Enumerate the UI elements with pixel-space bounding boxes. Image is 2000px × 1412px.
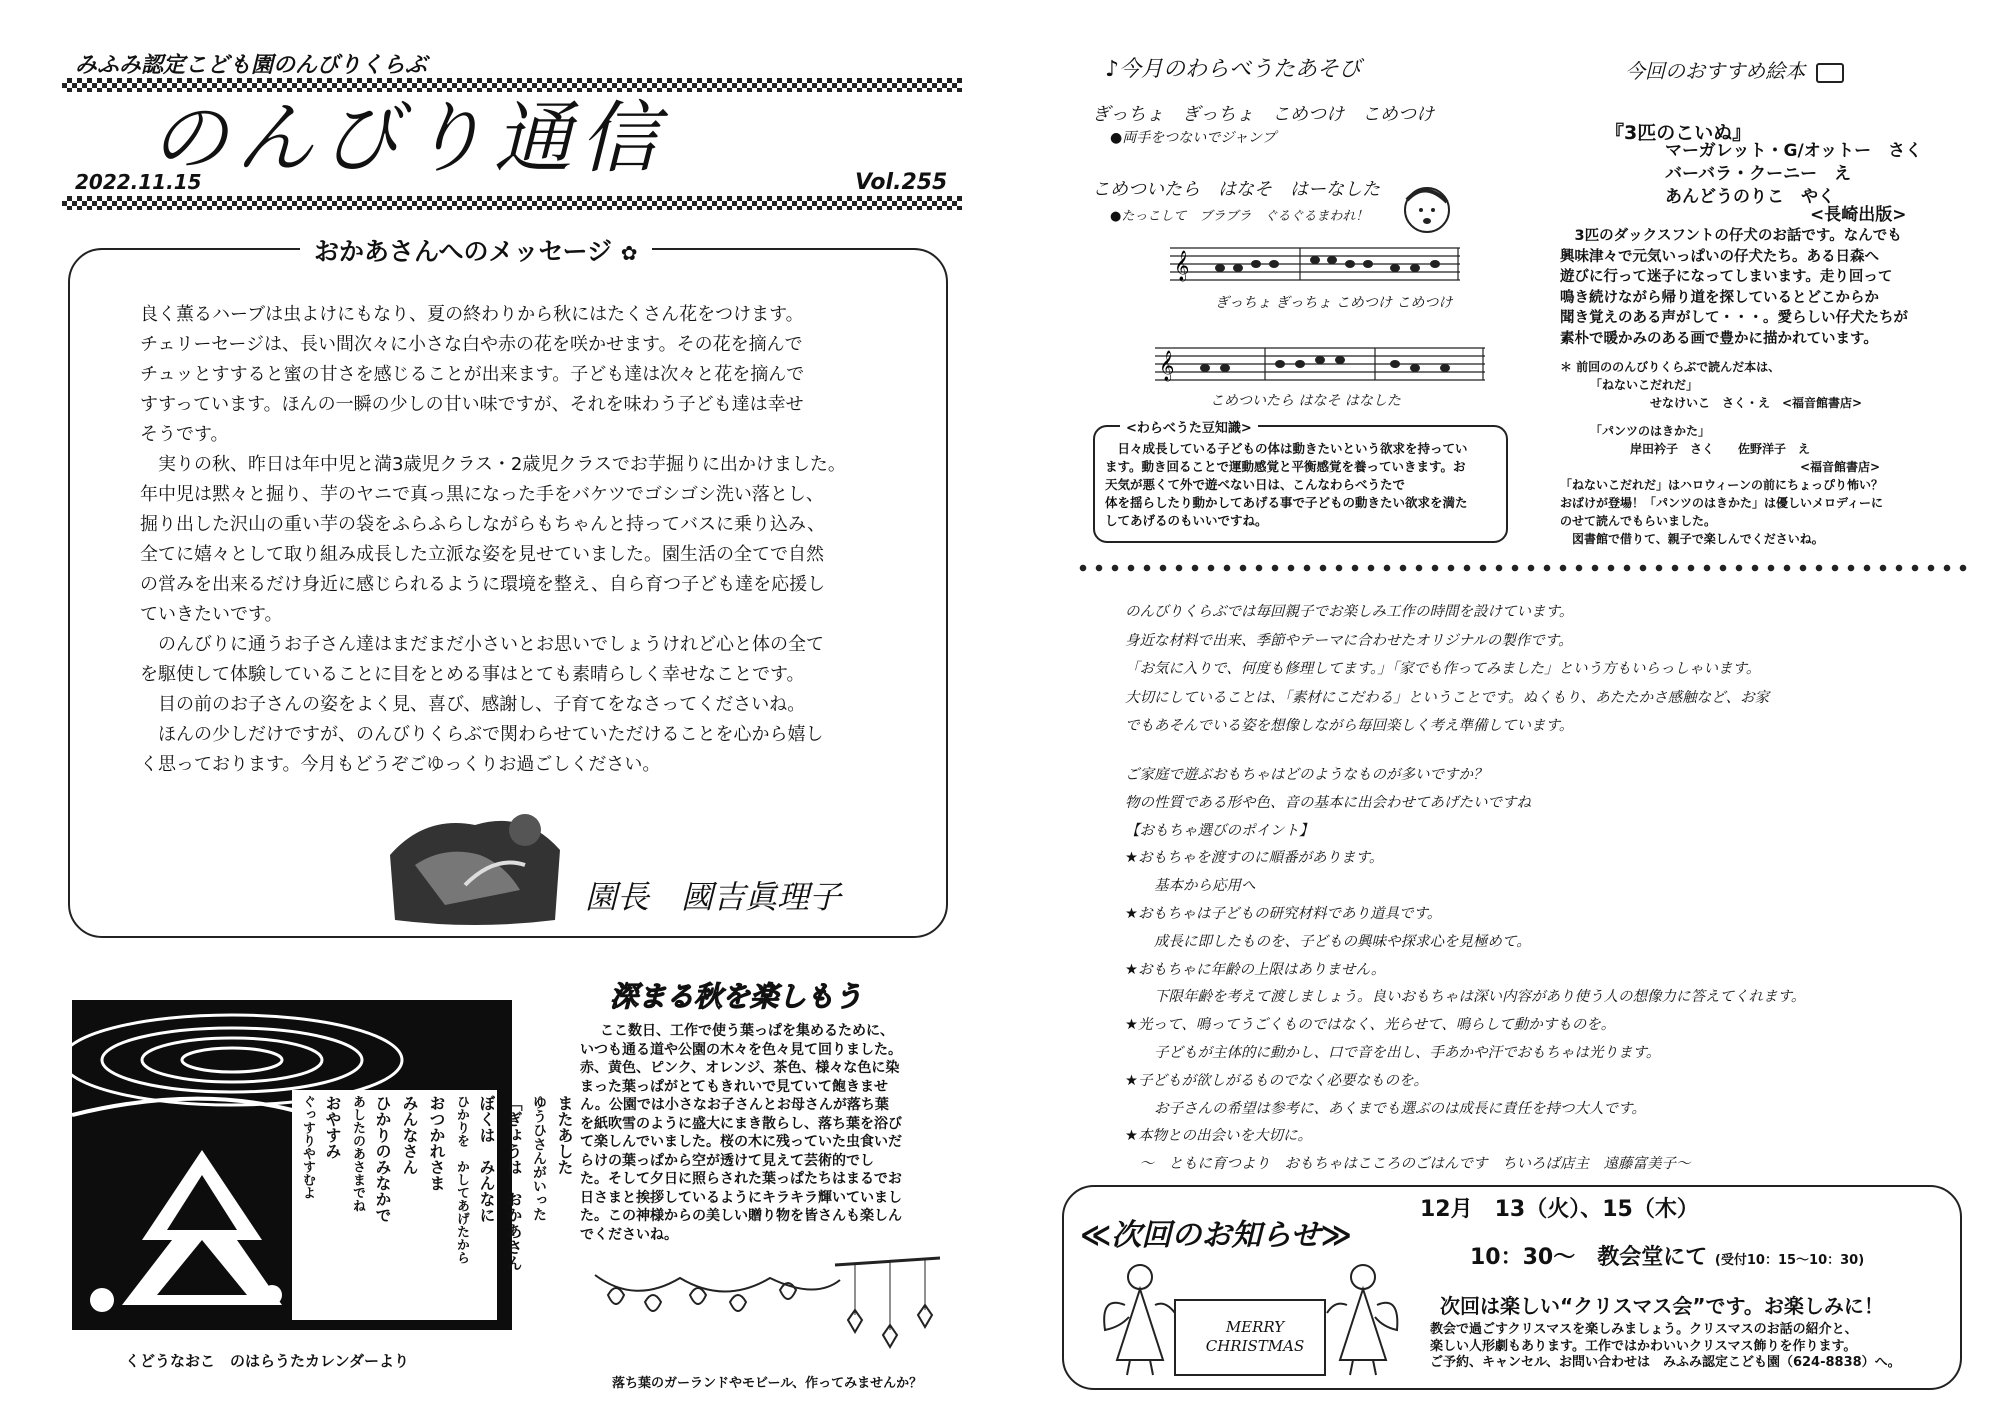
autumn-line: ここ数日、工作で使う葉っぱを集めるために、 — [600, 1023, 894, 1039]
prev-books — [1560, 358, 1883, 548]
toys-line: 物の性質である形や色、音の基本に出会わせてあげたいですね — [1125, 794, 1531, 811]
book-desc-line: 3匹のダックスフントの仔犬のお話です。なんでも — [1560, 228, 1902, 244]
notice-detail-line: 教会で過ごすクリスマスを楽しみましょう。クリスマスのお話の紹介と、 — [1430, 1322, 1858, 1337]
book-credits — [1665, 140, 1922, 209]
section-divider — [1075, 562, 1975, 574]
autumn-line: でくださいね。 — [580, 1226, 678, 1243]
message-line: チェリーセージは、長い間次々に小さな白や赤の花を咲かせます。その花を摘んで — [140, 334, 803, 355]
book-credit: マーガレット・G/オットー さく — [1665, 141, 1923, 161]
prev-comment: 図書館で借りて、親子で楽しんでくださいね。 — [1560, 532, 1824, 546]
notice-details — [1430, 1322, 1901, 1372]
book-description — [1560, 226, 1908, 349]
warabe-heading: ♪今月のわらべうたあそび — [1105, 57, 1362, 82]
book-desc-line: 鳴き続けながら帰り道を探しているとどこからか — [1560, 289, 1879, 306]
message-body — [140, 300, 930, 780]
poem-line: おやすみ — [323, 1095, 342, 1159]
autumn-caption: 落ち葉のガーランドやモビール、作ってみませんか？ — [612, 1376, 923, 1391]
flower-icon: ✿ — [620, 241, 638, 265]
svg-text:𝄞: 𝄞 — [1174, 251, 1190, 281]
message-line: く思っております。今月もどうぞごゆっくりお過ごしください。 — [140, 754, 661, 775]
autumn-line: 赤、黄色、ピンク、オレンジ、茶色、様々な色に染 — [580, 1060, 900, 1076]
music-staff-1 — [1170, 240, 1460, 288]
poem-line: ひかりを かしてあげたから — [454, 1095, 469, 1264]
leaf-garland-illustration — [590, 1250, 950, 1360]
crafts-body — [1125, 598, 1769, 741]
staff-2-lyrics: こめついたら はなそ はなした — [1210, 393, 1401, 409]
woodcut-poem — [298, 1095, 576, 1320]
poem-line: みんなさん — [400, 1095, 419, 1175]
svg-text:𝄞: 𝄞 — [1159, 351, 1175, 381]
notice-event: 次回は楽しい“クリスマス会”です。お楽しみに！ — [1440, 1294, 1884, 1318]
autumn-line: て楽しんでいました。桜の木に残っていた虫食いだ — [580, 1134, 902, 1150]
notice-title: ≪次回のお知らせ≫ — [1080, 1218, 1352, 1253]
notice-date: 12月 13（火）、15（木） — [1420, 1197, 1699, 1222]
staff-1-lyrics: ぎっちょ ぎっちょ こめつけ こめつけ — [1215, 295, 1453, 311]
singing-girl-illustration — [1395, 180, 1455, 245]
poem-line: ぐっすりやすむよ — [300, 1095, 315, 1199]
message-line: 年中児は黙々と掘り、芋のヤニで真っ黒になった手をバケツでゴシゴシ洗い落とし、 — [140, 484, 824, 505]
prev-comment: 「ねないこだれだ」はハロウィーンの前にちょっぴり怖い？ — [1560, 478, 1884, 492]
issue-volume: Vol.255 — [855, 170, 948, 195]
message-line: チュッとすすると蜜の甘さを感じることが出来ます。子ども達は次々と花を摘んで — [140, 364, 805, 385]
crafts-line: 「お気に入りで、何度も修理してます。」「家でも作ってみました」という方もいらっしゃいます。 — [1125, 661, 1761, 677]
prev-book-2-publisher: <福音館書店> — [1800, 460, 1881, 474]
warabe-action-2: ●たっこして ブラブラ ぐるぐるまわれ！ — [1110, 209, 1369, 224]
toys-line: ★本物との出会いを大切に。 — [1125, 1128, 1312, 1145]
crafts-line: 身近な材料で出来、季節やテーマに合わせたオリジナルの製作です。 — [1125, 632, 1573, 649]
prev-note: ＊ 前回ののんびりくらぶで読んだ本は、 — [1560, 360, 1781, 374]
card-line-christmas: CHRISTMAS — [1205, 1337, 1305, 1355]
book-icon — [1816, 63, 1844, 83]
message-line: 目の前のお子さんの姿をよく見、喜び、感謝し、子育てをなさってくださいね。 — [140, 694, 806, 715]
crafts-line: でもあそんでいる姿を想像しながら毎回楽しく考え準備しています。 — [1125, 718, 1574, 734]
trivia-line: してあげるのもいいですね。 — [1105, 513, 1268, 528]
notice-detail-line: 楽しい人形劇もあります。工作ではかわいいクリスマス飾りを作ります。 — [1430, 1338, 1857, 1354]
trivia-body — [1105, 440, 1468, 530]
toys-line: ★おもちゃを渡すのに順番があります。 — [1125, 850, 1384, 867]
christmas-card-text — [1180, 1318, 1330, 1356]
message-heading-text: おかあさんへのメッセージ — [314, 237, 613, 266]
book-publisher: <長崎出版> — [1810, 205, 1907, 225]
poem-line: おつかれさま — [427, 1095, 446, 1191]
autumn-title: 深まる秋を楽しもう — [610, 980, 863, 1013]
book-heading-text: 今回のおすすめ絵本 — [1625, 59, 1806, 83]
message-heading — [300, 232, 652, 268]
toys-line: 下限年齢を考えて渡しましょう。良いおもちゃは深い内容があり使う人の想像力に答えてくれます。 — [1125, 989, 1806, 1006]
header-strip-bottom — [62, 196, 962, 210]
notice-time-text: 10：30～ 教会堂にて — [1470, 1245, 1708, 1270]
message-line: すすっています。ほんの一瞬の少しの甘い味ですが、それを味わう子ども達は幸せ — [140, 394, 804, 415]
poem-line: あしたのあさまでね — [350, 1095, 365, 1212]
card-line-merry: MERRY — [1225, 1318, 1285, 1336]
autumn-line: た。そして夕日に照らされた葉っぱたちはまるでお — [580, 1171, 902, 1187]
issue-date: 2022.11.15 — [75, 170, 202, 194]
notice-reception: (受付10：15～10：30) — [1714, 1253, 1865, 1268]
music-staff-2 — [1155, 340, 1485, 388]
autumn-line: いつも通る道や公園の木々を色々見て回りました。 — [580, 1041, 902, 1058]
toys-line: ご家庭で遊ぶおもちゃはどのようなものが多いですか？ — [1125, 767, 1488, 783]
crafts-line: のんびりくらぶでは毎回親子でお楽しみ工作の時間を設けています。 — [1125, 604, 1574, 620]
trivia-line: ます。動き回ることで運動感覚と平衡感覚を養っていきます。お — [1105, 459, 1466, 474]
book-title: 『3匹のこいぬ』 — [1605, 122, 1752, 144]
toys-line: 基本から応用へ — [1125, 878, 1256, 895]
book-desc-line: 素朴で暖かみのある画で豊かに描かれています。 — [1560, 330, 1878, 347]
warabe-lyrics-2: こめついたら はなそ はーなした — [1092, 179, 1380, 200]
autumn-line: た。この神様からの美しい贈り物を皆さんも楽しん — [580, 1208, 902, 1224]
poem-line: またあした — [555, 1095, 574, 1175]
mother-child-illustration — [385, 795, 565, 930]
poem-line: 「ぎょうは おかあさん — [504, 1095, 523, 1271]
message-line: ほんの少しだけですが、のんびりくらぶで関わらせていただけることを心から嬉し — [140, 724, 824, 745]
message-line: ていきたいです。 — [140, 604, 283, 625]
toys-line: ★子どもが欲しがるものでなく必要なものを。 — [1125, 1072, 1428, 1089]
org-name: みふみ認定こども園のんびりくらぶ — [75, 53, 428, 78]
message-line: 良く薫るハーブは虫よけにもなり、夏の終わりから秋にはたくさん花をつけます。 — [140, 304, 804, 325]
autumn-line: を紙吹雪のように盛大にまき散らし、落ち葉を浴び — [580, 1115, 902, 1132]
autumn-line: らけの葉っぱから空が透けて見えて芸術的でし — [580, 1152, 874, 1169]
prev-comment: おばけが登場！「パンツのはきかた」は優しいメロディーに — [1560, 496, 1884, 510]
warabe-action-1: ●両手をつないでジャンプ — [1110, 130, 1276, 146]
autumn-line: まった葉っぱがとてもきれいで見ていて飽きませ — [580, 1078, 888, 1095]
prev-book-2: 「パンツのはきかた」 — [1590, 424, 1711, 438]
header-strip-top — [62, 78, 962, 92]
message-line: 実りの秋、昨日は年中児と満3歳児クラス・2歳児クラスでお芋掘りに出かけました。 — [140, 454, 846, 475]
newsletter-title: のんびり通信 — [150, 94, 667, 184]
message-line: の営みを出来るだけ身近に感じられるように環境を整え、自ら育つ子ども達を応援し — [140, 574, 826, 595]
message-line: を駆使して体験していることに目をとめる事はとても素晴らしく幸せなことです。 — [140, 664, 805, 685]
message-line: そうです。 — [140, 424, 229, 445]
trivia-line: 天気が悪くて外で遊べない日は、こんなわらべうたで — [1105, 477, 1406, 492]
toys-line: ★光って、鳴ってうごくものではなく、光らせて、鳴らして動かすものを。 — [1125, 1017, 1616, 1034]
toys-line: 【おもちゃ選びのポイント】 — [1125, 822, 1314, 839]
book-credit: あんどうのりこ やく — [1665, 187, 1835, 207]
autumn-line: 日さまと挨拶しているようにキラキラ輝いていまし — [580, 1189, 902, 1206]
poem-line: ぼくは みんなに — [477, 1095, 496, 1223]
prev-book-1-credit: せなけいこ さく・え <福音館書店> — [1650, 396, 1863, 410]
poem-line: ひかりのみなかで — [373, 1095, 392, 1223]
toys-line: 子どもが主体的に動かし、口で音を出し、手あかや汗でおもちゃは光ります。 — [1125, 1044, 1661, 1061]
book-desc-line: 聞き覚えのある声がして・・・。愛らしい仔犬たちが — [1560, 310, 1908, 326]
crafts-line: 大切にしていることは、「素材にこだわる」ということです。ぬくもり、あたたかさ感触など、お家 — [1125, 689, 1770, 706]
trivia-title: <わらべうた豆知識> — [1120, 417, 1258, 436]
poem-line: ゆうひさんがいった — [531, 1095, 547, 1221]
woodcut-caption: くどうなおこ のはらうたカレンダーより — [125, 1352, 410, 1370]
trivia-line: 体を揺らしたり動かしてあげる事で子どもの動きたい欲求を満た — [1105, 495, 1468, 510]
warabe-lyrics-1: ぎっちょ ぎっちょ こめつけ こめつけ — [1092, 104, 1434, 125]
book-desc-line: 遊びに行って迷子になってしまいます。走り回って — [1560, 269, 1893, 285]
book-credit: バーバラ・クーニー え — [1665, 164, 1852, 184]
prev-book-1: 「ねないこだれだ」 — [1590, 378, 1699, 392]
trivia-line: 日々成長している子どもの体は動きたいという欲求を持ってい — [1105, 441, 1468, 456]
toys-line: ～ ともに育つより おもちゃはこころのごはんです ちいろば店主 遠藤富美子～ — [1125, 1156, 1691, 1173]
notice-time — [1470, 1240, 1864, 1271]
book-heading — [1625, 55, 1844, 84]
toys-line: お子さんの希望は参考に、あくまでも選ぶのは成長に責任を持つ大人です。 — [1125, 1100, 1646, 1117]
prev-comment: のせて読んでもらいました。 — [1560, 514, 1717, 528]
prev-book-2-credit: 岸田衿子 さく 佐野洋子 え — [1630, 442, 1811, 456]
message-line: 全てに嬉々として取り組み成長した立派な姿を見せていました。園生活の全てで自然 — [140, 544, 824, 565]
message-line: のんびりに通うお子さん達はまだまだ小さいとお思いでしょうけれど心と体の全て — [140, 634, 824, 655]
toys-line: ★おもちゃは子どもの研究材料であり道具です。 — [1125, 905, 1442, 922]
autumn-body — [580, 1022, 902, 1244]
toys-line: ★おもちゃに年齢の上限はありません。 — [1125, 961, 1386, 978]
book-desc-line: 興味津々で元気いっぱいの仔犬たち。ある日森へ — [1560, 248, 1879, 265]
signature: 園長 國吉眞理子 — [585, 878, 842, 916]
message-line: 掘り出した沢山の重い芋の袋をふらふらしながらもちゃんと持ってバスに乗り込み、 — [140, 514, 826, 535]
notice-detail-line: ご予約、キャンセル、お問い合わせは みふみ認定こども園（624-8838）へ。 — [1430, 1355, 1901, 1370]
autumn-line: ん。公園では小さなお子さんとお母さんが落ち葉 — [580, 1097, 889, 1113]
toys-line: 成長に即したものを、子どもの興味や探求心を見極めて。 — [1125, 933, 1531, 950]
toys-body — [1125, 762, 1805, 1179]
